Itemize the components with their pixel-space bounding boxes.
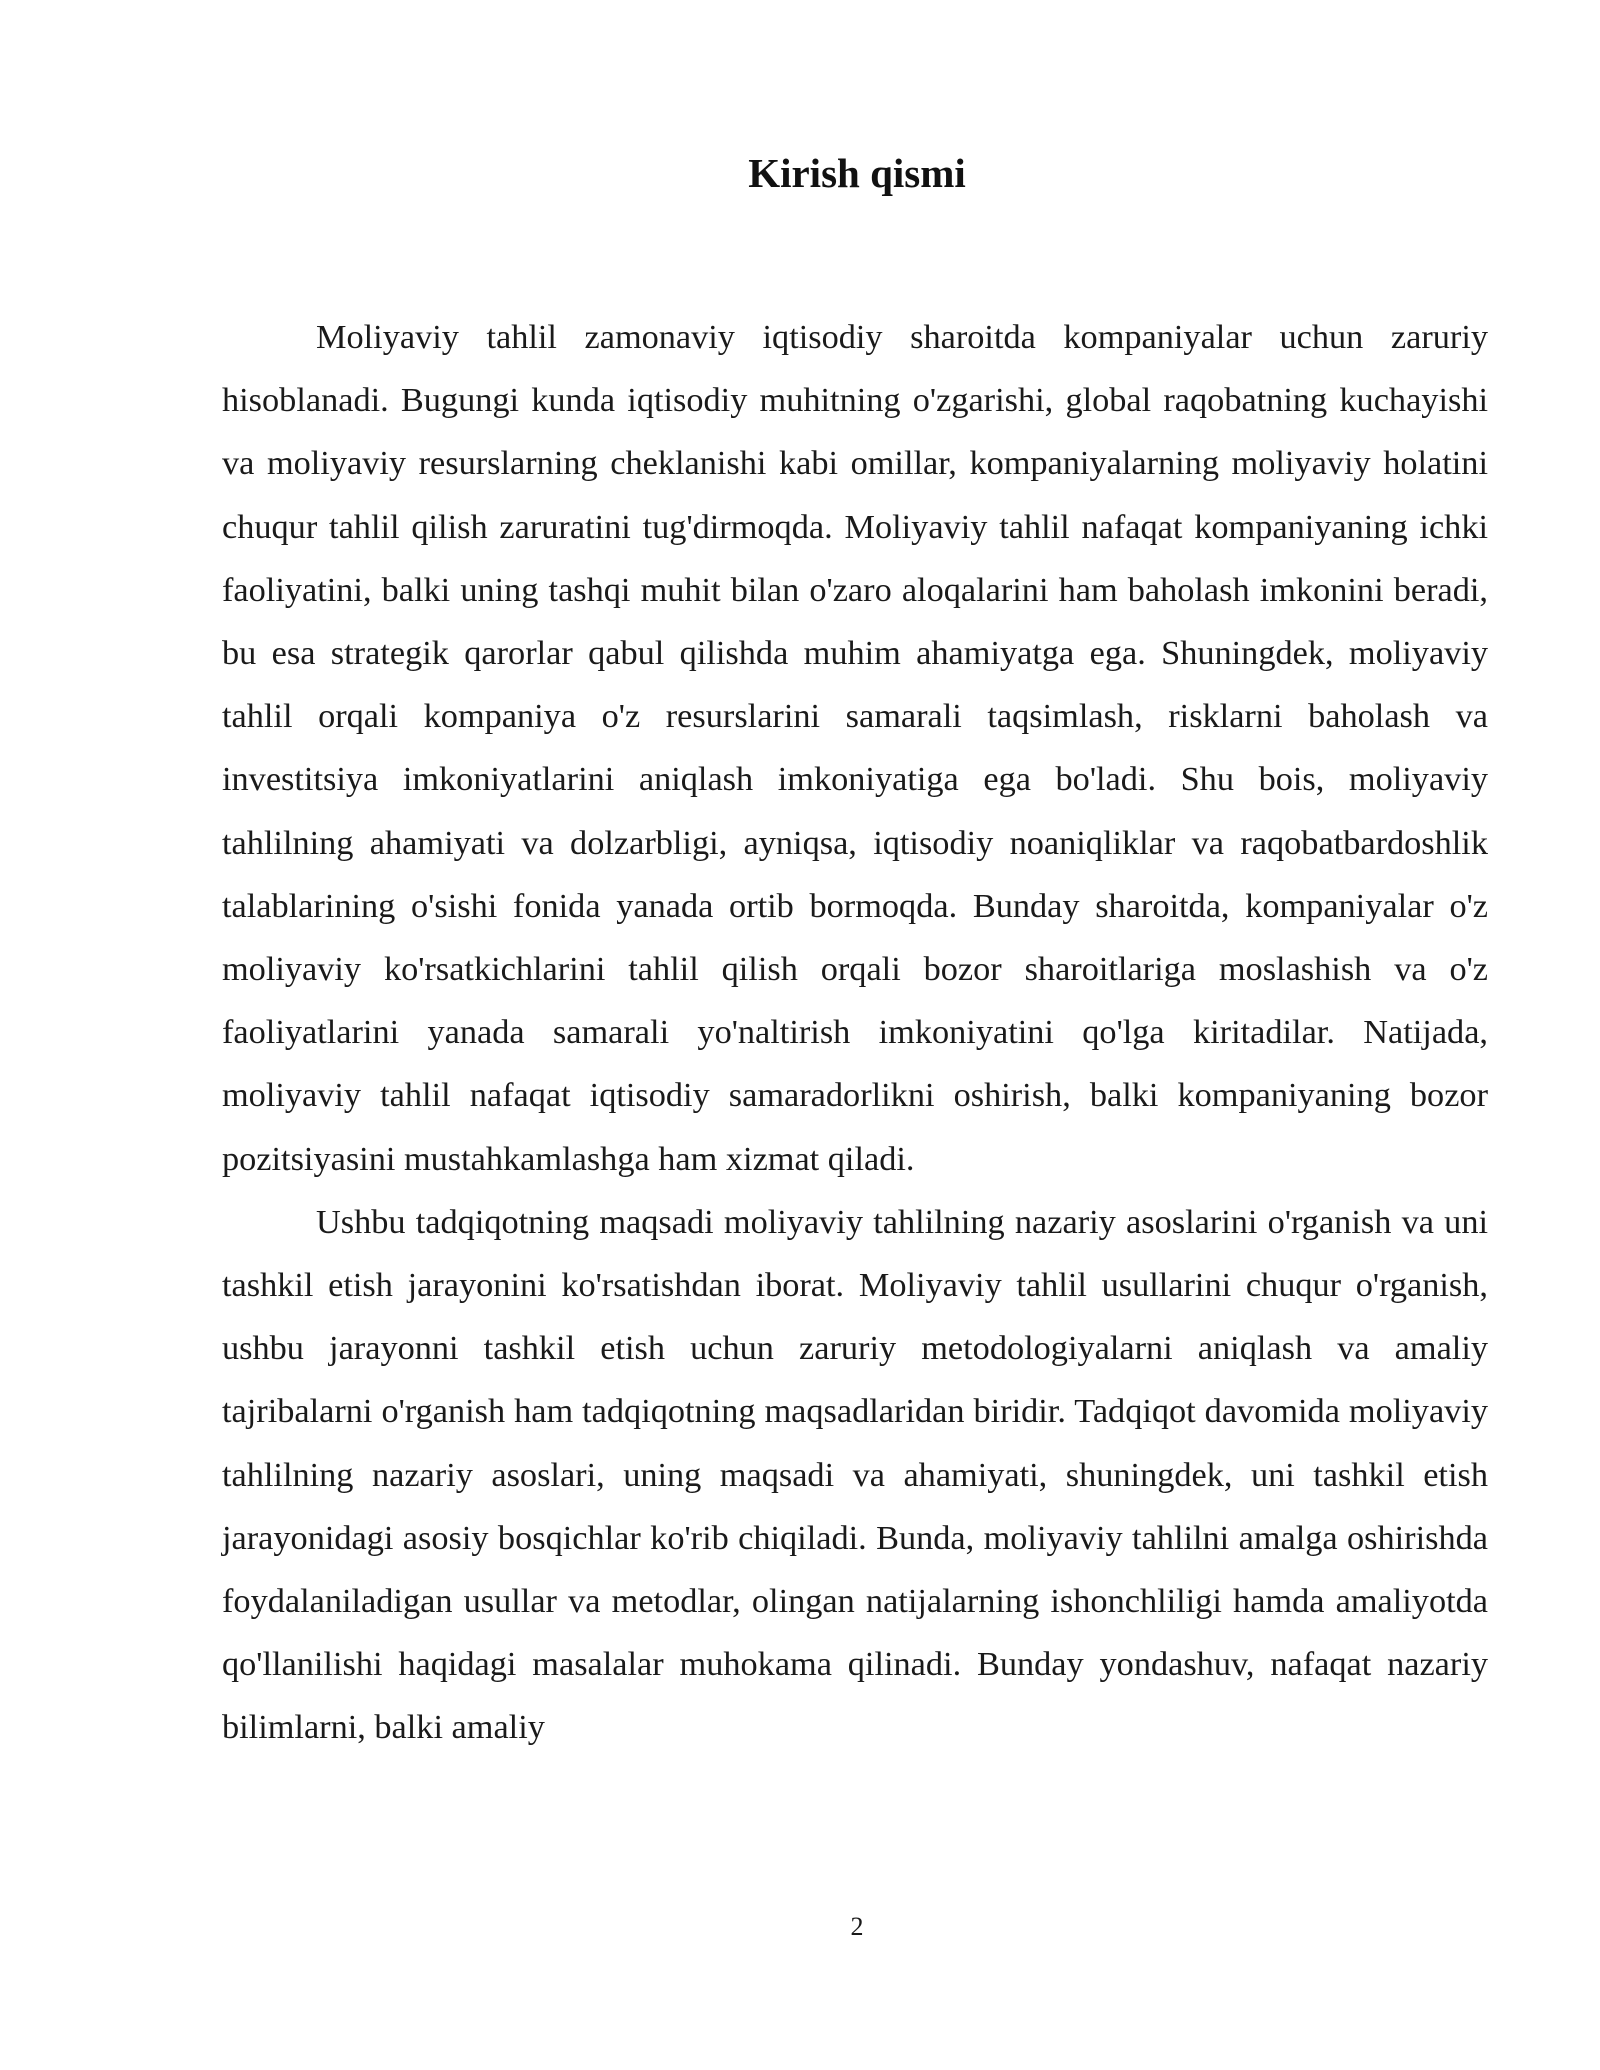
page-number: 2 xyxy=(850,1912,864,1941)
page-title: Kirish qismi xyxy=(748,150,966,196)
paragraph-2: Ushbu tadqiqotning maqsadi moliyaviy tahlilning nazariy asoslarini o'rganish va uni tashkil etish jarayonini ko'rsatishdan iborat. Moliyaviy tahlil usullarini chuqur o'rganish, ushbu jarayonni tashkil etish uchun zaruriy metodologiyalarni aniqlash va amaliy tajribalarni o'rganish ham tadqiqotning maqsadlaridan biridir. Tadqiqot davomida moliyaviy tahlilning nazariy asoslari, uning maqsadi va ahamiyati, shuningdek, uni tashkil etish jarayonidagi asosiy bosqichlar ko'rib chiqiladi. Bunda, moliyaviy tahlilni amalga oshirishda foydalaniladigan usullar va metodlar, olingan natijalarning ishonchliligi hamda amaliyotda qo'llanilishi haqidagi masalalar muhokama qilinadi. Bunday yondashuv, nafaqat nazariy bilimlarni, balki amaliy xyxy=(222,1202,1488,1747)
paragraph-1: Moliyaviy tahlil zamonaviy iqtisodiy sharoitda kompaniyalar uchun zaruriy hisoblanadi. Bugungi kunda iqtisodiy muhitning o'zgarishi, global raqobatning kuchayishi va moliyaviy resurslarning cheklanishi kabi omillar, kompaniyalarning moliyaviy holatini chuqur tahlil qilish zaruratini tug'dirmoqda. Moliyaviy tahlil nafaqat kompaniyaning ichki faoliyatini, balki uning tashqi muhit bilan o'zaro aloqalarini ham baholash imkonini beradi, bu esa strategik qarorlar qabul qilishda muhim ahamiyatga ega. Shuningdek, moliyaviy tahlil orqali kompaniya o'z resurslarini samarali taqsimlash, risklarni baholash va investitsiya imkoniyatlarini aniqlash imkoniyatiga ega bo'ladi. Shu bois, moliyaviy tahlilning ahamiyati va dolzarbligi, ayniqsa, iqtisodiy noaniqliklar va raqobatbardoshlik talablarining o'sishi fonida yanada ortib bormoqda. Bunday sharoitda, kompaniyalar o'z moliyaviy ko'rsatkichlarini tahlil qilish orqali bozor sharoitlariga moslashish va o'z faoliyatlarini yanada samarali yo'naltirish imkoniyatini qo'lga kiritadilar. Natijada, moliyaviy tahlil nafaqat iqtisodiy samaradorlikni oshirish, balki kompaniyaning bozor pozitsiyasini mustahkamlashga ham xizmat qiladi. xyxy=(222,318,1488,1178)
body-text xyxy=(222,306,1488,1760)
